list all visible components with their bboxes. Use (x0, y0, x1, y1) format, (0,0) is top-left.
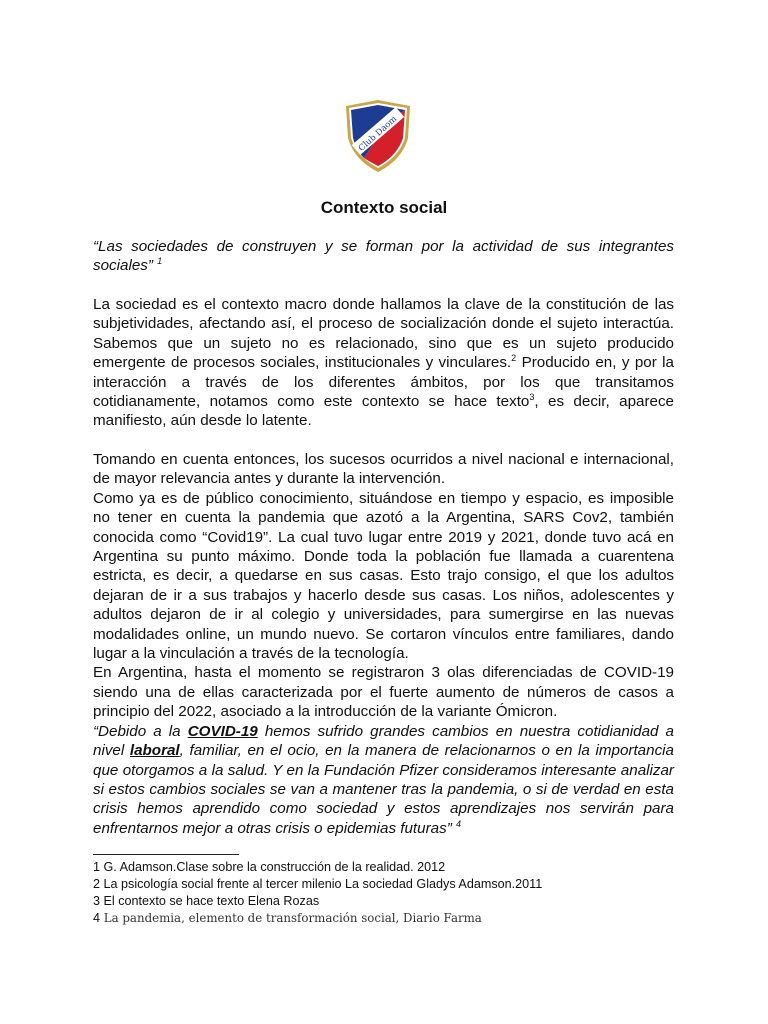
footnote-text: El contexto se hace texto Elena Rozas (100, 894, 320, 908)
footnote-divider (93, 854, 239, 855)
footnote-ref-3: 3 (529, 391, 535, 402)
quote-text: “Las sociedades de construyen y se forman por la actividad de sus integrantes sociales” (93, 238, 674, 275)
footnote-3 (93, 893, 542, 910)
footnote-number: 3 (93, 894, 101, 908)
footnote-number: 2 (93, 877, 101, 891)
footnote-text: La psicología social frente al tercer milenio La sociedad Gladys Adamson.2011 (100, 877, 543, 891)
pfizer-quote (93, 722, 674, 838)
footnotes (93, 859, 542, 927)
footnote-1 (93, 859, 542, 876)
logo-lettering: Club Daom (356, 114, 400, 154)
para1-part-b: Producido en, y por la interacción a través de los diferentes ámbitos, por los que transitamos cotidianamente, notamos como este contexto se hace texto (93, 354, 674, 411)
footnote-number: 1 (93, 860, 101, 874)
footnote-2 (93, 876, 542, 893)
footnote-text: G. Adamson.Clase sobre la construcción de la realidad. 2012 (100, 860, 446, 874)
para1-part-a: La sociedad es el contexto macro donde hallamos la clave de la constitución de las subjetividades, afectando así, el proceso de socialización donde el sujeto interactúa. Sabemos que un sujeto no es relacionado, sino que es un sujeto producido emergente de procesos sociales, institucionales y vinculares. (93, 296, 674, 372)
highlight-covid: COVID-19 (187, 722, 258, 740)
footnote-ref-1: 1 (157, 256, 163, 267)
para1-part-c: , es decir, aparece manifiesto, aún desde lo latente. (93, 393, 675, 430)
footnote-4 (93, 910, 542, 927)
quote2-part-c: , familiar, en el ocio, en la manera de relacionarnos o en la importancia que otorgamos a la salud. Y en la Fundación Pfizer consideramos interesante analizar si estos cambios sociales se van a mantener tras la pandemia, o si de verdad en esta crisis hemos aprendido como sociedad y estos aprendizajes nos servirán para enfrentarnos mejor a otras crisis o epidemias futuras” (93, 742, 674, 837)
para2-covid: Como ya es de público conocimiento, situándose en tiempo y espacio, es imposible no tener en cuenta la pandemia que azotó a la Argentina, SARS Cov2, también conocida como “Covid19”. La cual tuvo lugar entre 2019 y 2021, donde tuvo acá en Argentina su punto máximo. Donde toda la población fue llamada a cuarentena estricta, es decir, a quedarse en sus casas. Esto trajo consigo, el que los adultos dejaran de ir a sus trabajos y hacerlo desde sus casas. Los niños, adolescentes y adultos dejaron de ir al colegio y universidades, para sumergirse en las nuevas modalidades online, un mundo nuevo. Se cortaron vínculos entre familiares, dando lugar a la vinculación a través de la tecnología. (93, 489, 674, 663)
page-title: Contexto social (320, 198, 448, 217)
club-daom-logo (342, 98, 414, 174)
para2-intro: Tomando en cuenta entonces, los sucesos ocurridos a nivel nacional e internacional, de mayor relevancia antes y durante la intervención. (93, 451, 674, 488)
highlight-laboral: laboral (129, 742, 180, 760)
quote2-part-a: “Debido a la (93, 722, 188, 740)
opening-quote (93, 237, 674, 276)
footnote-ref-4: 4 (455, 818, 461, 829)
paragraph-pandemic (93, 450, 674, 838)
paragraph-society (93, 295, 674, 431)
footnote-ref-2: 2 (511, 353, 517, 364)
footnote-link-text[interactable]: La pandemia, elemento de transformación social, Diario Farma (100, 911, 482, 925)
footnote-number: 4 (93, 911, 101, 925)
para2-waves: En Argentina, hasta el momento se registraron 3 olas diferenciadas de COVID-19 siendo una de ellas caracterizada por el fuerte aumento de números de casos a principio del 2022, asociado a la introducción de la variante Ómicron. (93, 664, 674, 721)
quote2-part-b: hemos sufrido grandes cambios en nuestra cotidianidad a nivel (93, 722, 675, 760)
